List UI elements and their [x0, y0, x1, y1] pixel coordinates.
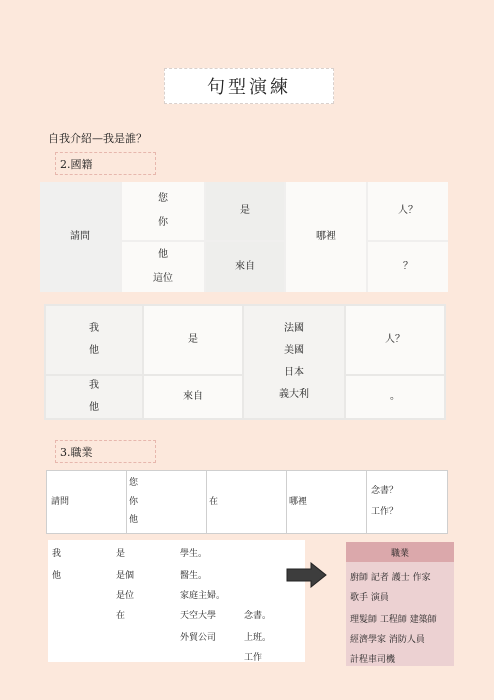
cell-ren-q: 人？: [346, 306, 444, 374]
cell-pronouns-1: 您 你: [122, 182, 204, 240]
word-jiating: 家庭主婦。: [180, 591, 226, 601]
cell-dot: 。: [346, 376, 444, 418]
cell-qingwen: 請問: [47, 471, 127, 533]
cell-wo-ta-1: 我 他: [46, 306, 142, 374]
word-xuesheng: 學生。: [180, 549, 208, 559]
job-line-4: 經濟學家 消防人員: [350, 635, 425, 645]
section-3-label: 3.職業: [55, 440, 156, 463]
word-zai: 在: [116, 611, 126, 621]
occupation-question-table: [46, 470, 448, 534]
title-text: 句型演練: [207, 77, 291, 98]
section-2-label: 2.國籍: [55, 152, 156, 175]
cell-pronouns-2: 他 這位: [122, 242, 204, 292]
cell-q: ？: [368, 242, 448, 292]
word-gongzuo: 工作: [244, 653, 263, 663]
word-nianshu: 念書。: [244, 611, 272, 621]
arrow-right-icon: [286, 562, 328, 592]
cell-shi: 是: [144, 306, 242, 374]
word-ta: 他: [52, 571, 62, 581]
job-line-3: 理髮師 工程師 建築師: [350, 615, 437, 625]
cell-nali: 哪裡: [287, 471, 367, 533]
word-wo: 我: [52, 549, 62, 559]
cell-laizi: 來自: [144, 376, 242, 418]
job-line-5: 計程車司機: [350, 655, 396, 665]
job-header: 職業: [346, 542, 454, 562]
nationality-question-table: [40, 182, 448, 292]
intro-heading: 自我介紹—我是誰？: [48, 132, 147, 145]
cell-activity: 念書？ 工作？: [371, 486, 399, 517]
word-shige: 是個: [116, 571, 135, 581]
nationality-answer-table: [44, 304, 446, 420]
word-waimao: 外貿公司: [180, 633, 217, 643]
word-tiankong: 天空大學: [180, 611, 217, 621]
cell-pronouns: 您 你 他: [127, 471, 207, 533]
word-yisheng: 醫生。: [180, 571, 208, 581]
job-vocabulary-box: [346, 542, 454, 666]
cell-nali: 哪裡: [286, 182, 366, 292]
cell-countries: 法國 美國 日本 義大利: [244, 306, 344, 418]
word-shangban: 上班。: [244, 633, 272, 643]
job-line-2: 歌手 演員: [350, 593, 389, 603]
cell-shi: 是: [206, 182, 284, 240]
cell-ren-q: 人？: [368, 182, 448, 240]
cell-zai: 在: [207, 471, 287, 533]
cell-laizi: 來自: [206, 242, 284, 292]
word-shi: 是: [116, 549, 126, 559]
cell-qingwen: 請問: [40, 182, 120, 292]
job-line-1: 廚師 記者 護士 作家: [350, 573, 431, 583]
occupation-answer-table: [48, 540, 305, 662]
worksheet-title: [164, 68, 334, 104]
word-shiwei: 是位: [116, 591, 135, 601]
cell-wo-ta-2: 我 他: [46, 376, 142, 418]
